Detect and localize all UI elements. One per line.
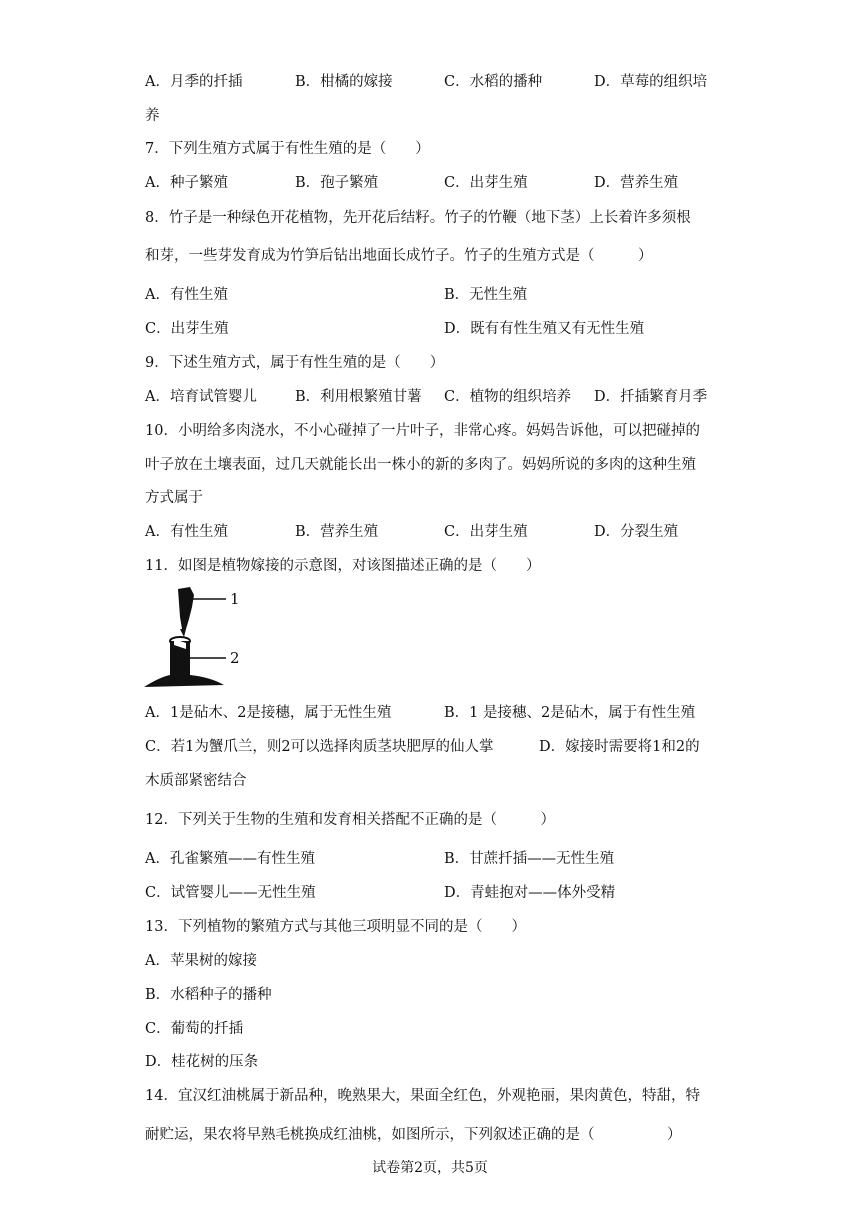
- q6-option-d: D．草莓的组织培: [594, 74, 708, 90]
- q9-option-d: D．扦插繁育月季: [594, 389, 708, 405]
- q13-stem: 13．下列植物的繁殖方式与其他三项明显不同的是（ ）: [145, 919, 526, 935]
- q9-stem: 9．下述生殖方式，属于有性生殖的是（ ）: [145, 355, 445, 371]
- q11-option-a: A．1是砧木、2是接穗，属于无性生殖: [145, 705, 392, 721]
- q7-option-b: B．孢子繁殖: [295, 175, 379, 191]
- q7-option-a: A．种子繁殖: [145, 175, 228, 191]
- q10-option-b: B．营养生殖: [295, 524, 379, 540]
- q8-option-a: A．有性生殖: [145, 287, 228, 303]
- q8-stem-line1: 8．竹子是一种绿色开花植物，先开花后结籽。竹子的竹鞭（地下茎）上长着许多须根: [145, 210, 691, 226]
- q12-option-c: C．试管婴儿——无性生殖: [145, 885, 316, 901]
- q13-option-b: B．水稻种子的播种: [145, 987, 272, 1003]
- q11-option-d: D．嫁接时需要将1和2的: [539, 739, 700, 755]
- q10-stem-line1: 10．小明给多肉浇水，不小心碰掉了一片叶子，非常心疼。妈妈告诉他，可以把碰掉的: [145, 423, 700, 439]
- q6-option-a: A．月季的扦插: [145, 74, 243, 90]
- q14-stem-line2: 耐贮运，果农将早熟毛桃换成红油桃，如图所示，下列叙述正确的是（ ）: [145, 1127, 682, 1143]
- q10-stem-line3: 方式属于: [145, 490, 203, 506]
- q8-option-b: B．无性生殖: [444, 287, 528, 303]
- fig-label-1: 1: [230, 590, 240, 608]
- q8-stem-line2: 和芽，一些芽发育成为竹笋后钻出地面长成竹子。竹子的生殖方式是（ ）: [145, 248, 653, 264]
- q10-stem-line2: 叶子放在土壤表面，过几天就能长出一株小的新的多肉了。妈妈所说的多肉的这种生殖: [145, 457, 696, 473]
- grafting-diagram: [140, 585, 250, 690]
- q7-stem: 7．下列生殖方式属于有性生殖的是（ ）: [145, 141, 430, 157]
- scion-cut: [180, 629, 186, 637]
- q6-option-d-continued: 养: [145, 108, 160, 124]
- q10-option-d: D．分裂生殖: [594, 524, 679, 540]
- q11-option-d-continued: 木质部紧密结合: [145, 773, 247, 789]
- q12-stem: 12．下列关于生物的生殖和发育相关搭配不正确的是（ ）: [145, 812, 555, 828]
- q9-option-c: C．植物的组织培养: [444, 389, 572, 405]
- q13-option-c: C．葡萄的扦插: [145, 1021, 244, 1037]
- q14-stem-line1: 14．宜汉红油桃属于新品种，晚熟果大，果面全红色，外观艳丽，果肉黄色，特甜，特: [145, 1088, 700, 1104]
- q13-option-d: D．桂花树的压条: [145, 1054, 259, 1070]
- q7-option-d: D．营养生殖: [594, 175, 679, 191]
- scion-shape: [178, 587, 194, 629]
- q12-option-d: D．青蛙抱对——体外受精: [444, 885, 616, 901]
- q11-option-b: B．1 是接穗、2是砧木，属于有性生殖: [444, 705, 696, 721]
- q12-option-a: A．孔雀繁殖——有性生殖: [145, 851, 315, 867]
- q11-stem: 11．如图是植物嫁接的示意图，对该图描述正确的是（ ）: [145, 558, 541, 574]
- q12-option-b: B．甘蔗扦插——无性生殖: [444, 851, 615, 867]
- q7-option-c: C．出芽生殖: [444, 175, 528, 191]
- q8-option-d: D．既有有性生殖又有无性生殖: [444, 321, 645, 337]
- ground-shape: [144, 675, 224, 687]
- q9-option-a: A．培育试管婴儿: [145, 389, 257, 405]
- q6-option-b: B．柑橘的嫁接: [295, 74, 393, 90]
- q8-option-c: C．出芽生殖: [145, 321, 229, 337]
- q10-option-a: A．有性生殖: [145, 524, 228, 540]
- q10-option-c: C．出芽生殖: [444, 524, 528, 540]
- q9-option-b: B．利用根繁殖甘薯: [295, 389, 422, 405]
- q6-option-c: C．水稻的播种: [444, 74, 543, 90]
- q13-option-a: A．苹果树的嫁接: [145, 953, 257, 969]
- page-footer: 试卷第2页，共5页: [372, 1160, 488, 1176]
- q11-option-c: C．若1为蟹爪兰，则2可以选择肉质茎块肥厚的仙人掌: [145, 739, 494, 755]
- fig-label-2: 2: [230, 649, 240, 667]
